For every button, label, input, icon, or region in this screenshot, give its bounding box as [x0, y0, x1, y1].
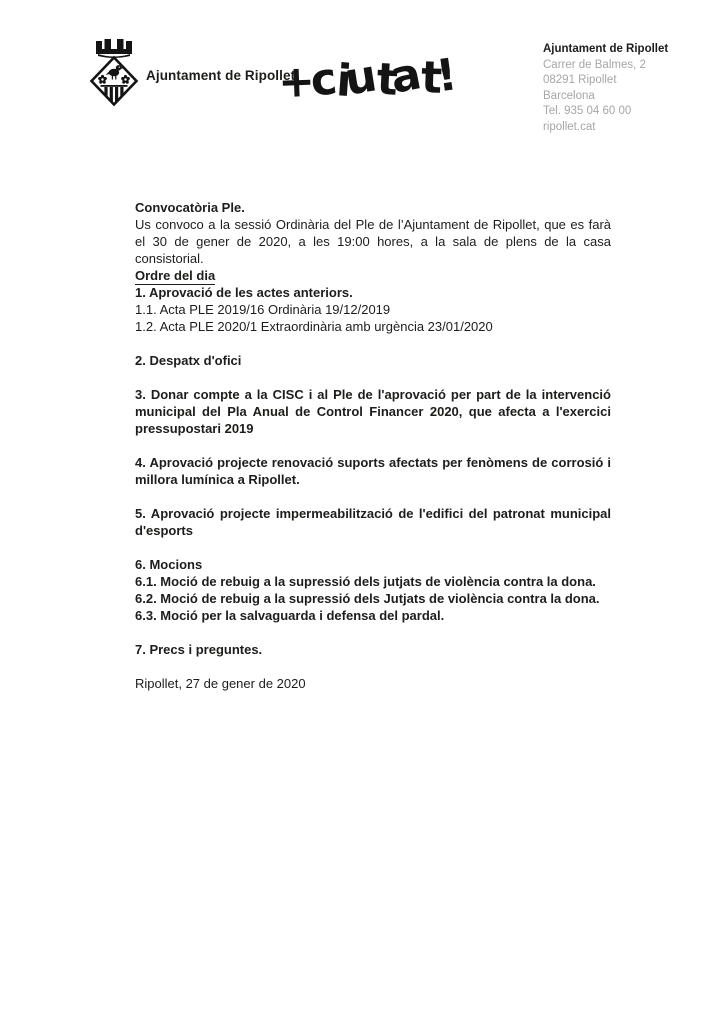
agenda-line: 6.2. Moció de rebuig a la supressió dels Jutjats de violència contra la dona. [135, 591, 600, 606]
closing-dateline: Ripollet, 27 de gener de 2020 [135, 676, 306, 691]
agenda-line: 7. Precs i preguntes. [135, 642, 263, 657]
office-address-line: 08291 Ripollet [543, 74, 617, 86]
agenda-line: 2. Despatx d'ofici [135, 353, 242, 368]
agenda-line: 1. Aprovació de les actes anteriors. [135, 285, 353, 300]
agenda-group [135, 505, 611, 539]
agenda-line: 4. Aprovació projecte renovació suports afectats per fenòmens de corrosió i millora lumínica a Ripollet. [135, 455, 611, 487]
office-address-line: Barcelona [543, 89, 595, 102]
ciutat-logo-text: +ciutat! [277, 48, 458, 109]
agenda-line: 1.1. Acta PLE 2019/16 Ordinària 19/12/2019 [135, 302, 391, 317]
agenda-line: 3. Donar compte a la CISC i al Ple de l'aprovació per part de la intervenció municipal del Pla Anual de Control Financer 2020, que afecta a l'exercici pressupostari 2019 [135, 387, 611, 436]
office-address-line: Carrer de Balmes, 2 [543, 58, 646, 71]
shield-diamond [92, 58, 137, 105]
agenda-group [135, 284, 611, 335]
office-contact-block [543, 42, 703, 135]
brand-name: Ajuntament de Ripollet [146, 68, 296, 83]
document-body [135, 199, 611, 692]
crown [96, 39, 132, 58]
intro-paragraph: Us convoco a la sessió Ordinària del Ple de l’Ajuntament de Ripollet, que es farà el 30 de gener de 2020, a les 19:00 hores, a la sala de plens de la casa consistorial. [135, 217, 611, 266]
agenda-list [135, 284, 611, 658]
office-title: Ajuntament de Ripollet [543, 43, 669, 55]
office-website: ripollet.cat [543, 120, 596, 133]
agenda-group [135, 352, 611, 369]
agenda-group [135, 556, 611, 624]
office-phone: Tel. 935 04 60 00 [543, 105, 632, 117]
agenda-group [135, 454, 611, 488]
agenda-line: 6.3. Moció per la salvaguarda i defensa del pardal. [135, 608, 445, 623]
ciutat-logo-icon [277, 39, 459, 117]
agenda-line: 1.2. Acta PLE 2020/1 Extraordinària amb urgència 23/01/2020 [135, 319, 493, 334]
agenda-line: 6.1. Moció de rebuig a la supressió dels jutjats de violència contra la dona. [135, 574, 596, 589]
agenda-title [135, 267, 611, 284]
agenda-line: 6. Mocions [135, 557, 203, 572]
agenda-line: 5. Aprovació projecte impermeabilització de l'edifici del patronat municipal d'esports [135, 506, 611, 538]
document-heading: Convocatòria Ple. [135, 200, 245, 215]
agenda-title-text: Ordre del dia [135, 268, 216, 283]
agenda-group [135, 641, 611, 658]
agenda-group [135, 386, 611, 437]
ripollet-coat-of-arms-icon [88, 36, 140, 117]
